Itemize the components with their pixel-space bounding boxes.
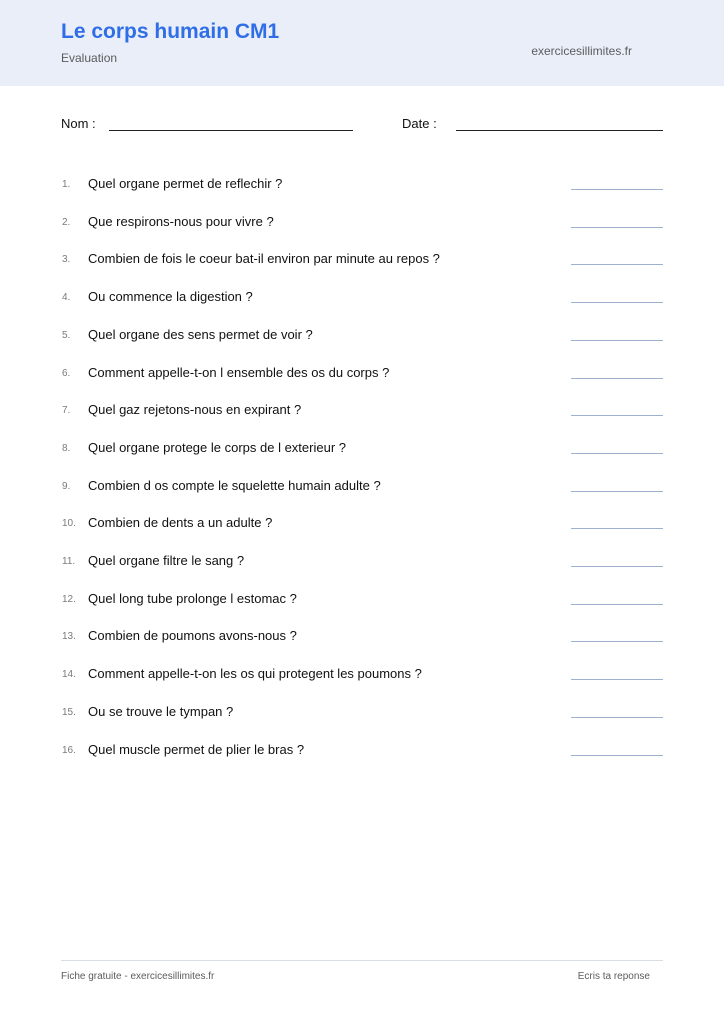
question-text: Quel organe filtre le sang ? bbox=[88, 553, 245, 568]
question-text: Ou commence la digestion ? bbox=[88, 289, 253, 305]
question-text: Quel organe permet de reflechir ? bbox=[88, 176, 283, 191]
question-item bbox=[0, 628, 724, 648]
question-number: 3. bbox=[62, 254, 71, 266]
question-text: Combien de dents a un adulte ? bbox=[88, 515, 273, 531]
question-number: 1. bbox=[62, 179, 71, 190]
question-item bbox=[0, 365, 724, 385]
question-number: 15. bbox=[62, 706, 76, 718]
question-item bbox=[0, 289, 724, 309]
answer-line[interactable] bbox=[571, 641, 663, 642]
question-number: 14. bbox=[62, 669, 76, 681]
question-item bbox=[0, 402, 724, 422]
question-item bbox=[0, 553, 724, 573]
page-header bbox=[0, 0, 724, 86]
answer-line[interactable] bbox=[571, 189, 663, 190]
answer-line[interactable] bbox=[571, 453, 663, 454]
question-number: 7. bbox=[62, 405, 71, 417]
date-answer-line[interactable] bbox=[456, 130, 663, 131]
question-text: Quel long tube prolonge l estomac ? bbox=[88, 590, 297, 606]
name-label: Nom : bbox=[61, 116, 96, 131]
question-number: 9. bbox=[62, 480, 71, 492]
question-text: Quel organe protege le corps de l exterieur ? bbox=[88, 439, 346, 455]
question-item bbox=[0, 440, 724, 460]
answer-line[interactable] bbox=[571, 227, 663, 228]
question-item bbox=[0, 515, 724, 535]
question-number: 16. bbox=[62, 744, 76, 756]
question-number: 10. bbox=[62, 518, 76, 530]
question-text: Combien de poumons avons-nous ? bbox=[88, 628, 297, 644]
question-item bbox=[0, 742, 724, 762]
question-item bbox=[0, 251, 724, 271]
site-name: exercicesillimites.fr bbox=[531, 44, 632, 58]
question-text: Ou se trouve le tympan ? bbox=[88, 703, 234, 719]
question-text: Quel muscle permet de plier le bras ? bbox=[88, 741, 305, 757]
answer-line[interactable] bbox=[571, 340, 663, 341]
question-text: Quel organe des sens permet de voir ? bbox=[88, 326, 313, 342]
footer-divider bbox=[61, 960, 663, 961]
question-item bbox=[0, 327, 724, 347]
question-text: Quel gaz rejetons-nous en expirant ? bbox=[88, 402, 302, 418]
date-label: Date : bbox=[402, 116, 437, 131]
question-number: 12. bbox=[62, 593, 76, 605]
question-number: 8. bbox=[62, 442, 71, 454]
footer-source: Fiche gratuite - exercicesillimites.fr bbox=[61, 971, 215, 982]
question-item bbox=[0, 704, 724, 724]
question-text: Combien de fois le coeur bat-il environ par minute au repos ? bbox=[88, 251, 440, 267]
question-number: 2. bbox=[62, 216, 71, 228]
answer-line[interactable] bbox=[571, 566, 663, 567]
page-title: Le corps humain CM1 bbox=[61, 20, 280, 43]
answer-line[interactable] bbox=[571, 717, 663, 718]
answer-line[interactable] bbox=[571, 415, 663, 416]
footer-instruction: Ecris ta reponse bbox=[577, 971, 650, 982]
answer-line[interactable] bbox=[571, 604, 663, 605]
answer-line[interactable] bbox=[571, 528, 663, 529]
answer-line[interactable] bbox=[571, 491, 663, 492]
question-number: 5. bbox=[62, 329, 71, 341]
page-subtitle: Evaluation bbox=[61, 51, 118, 65]
name-answer-line[interactable] bbox=[109, 130, 353, 131]
question-item bbox=[0, 666, 724, 686]
question-item bbox=[0, 591, 724, 611]
question-number: 13. bbox=[62, 631, 76, 643]
question-text: Comment appelle-t-on l ensemble des os du corps ? bbox=[88, 364, 390, 380]
question-text: Comment appelle-t-on les os qui protegent les poumons ? bbox=[88, 666, 422, 682]
question-number: 6. bbox=[62, 367, 71, 379]
question-number: 11. bbox=[62, 556, 76, 567]
question-item bbox=[0, 478, 724, 498]
question-text: Que respirons-nous pour vivre ? bbox=[88, 213, 274, 229]
question-item bbox=[0, 214, 724, 234]
question-number: 4. bbox=[62, 292, 71, 304]
question-item bbox=[0, 176, 724, 196]
answer-line[interactable] bbox=[571, 755, 663, 756]
question-text: Combien d os compte le squelette humain adulte ? bbox=[88, 477, 381, 493]
answer-line[interactable] bbox=[571, 264, 663, 265]
answer-line[interactable] bbox=[571, 302, 663, 303]
answer-line[interactable] bbox=[571, 679, 663, 680]
answer-line[interactable] bbox=[571, 378, 663, 379]
